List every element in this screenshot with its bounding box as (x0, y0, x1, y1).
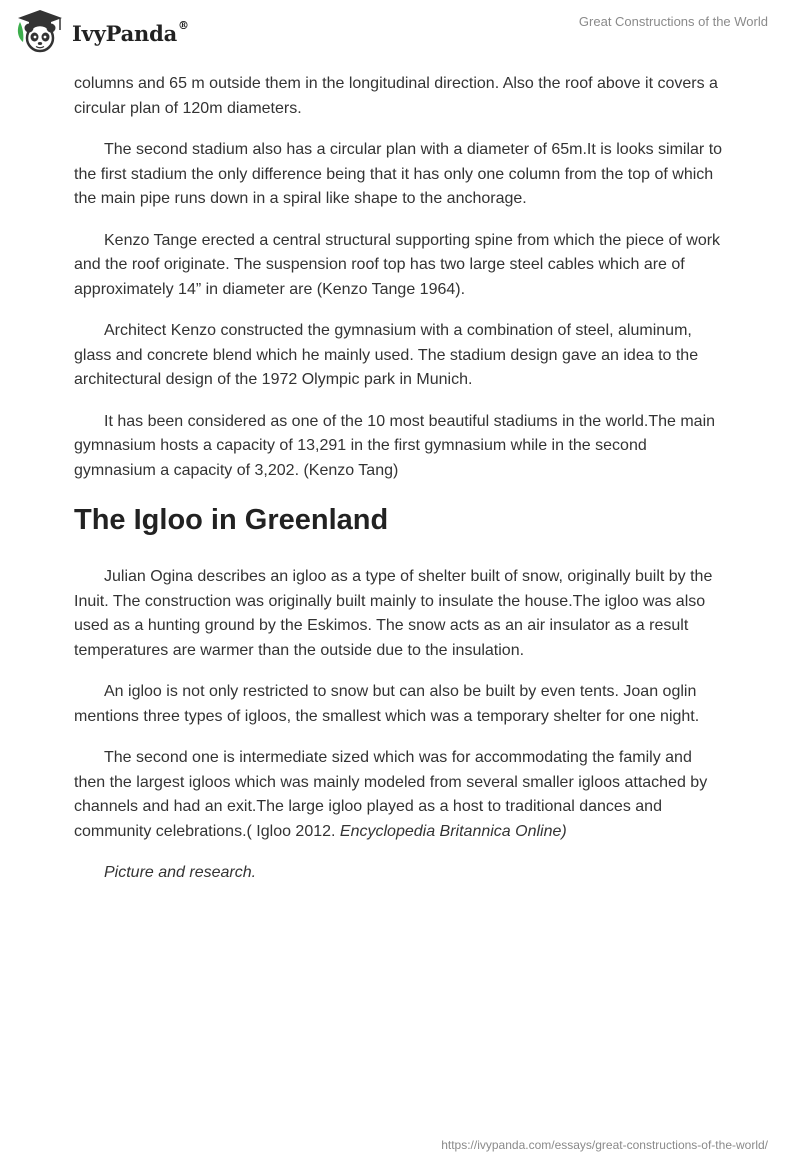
logo-wordmark (72, 18, 189, 46)
essay-content (74, 72, 726, 903)
section-heading: The Igloo in Greenland (74, 504, 389, 536)
paragraph: Architect Kenzo constructed the gymnasium with a combination of steel, aluminum, glass and concrete blend which he mainly used. The stadium design gave an idea to the architectural design of the 1972 Olympic park in Munich. (74, 322, 699, 388)
paragraph: It has been considered as one of the 10 most beautiful stadiums in the world.The main gymnasium hosts a capacity of 13,291 in the first gymnasium while in the second gymnasium a capacity of 3,202. (Kenzo Tang) (74, 412, 716, 479)
logo-text: IvyPanda (72, 20, 178, 46)
italic-note (74, 861, 726, 886)
paragraph: columns and 65 m outside them in the longitudinal direction. Also the roof above it covers a circular plan of 120m diameters. (74, 75, 718, 117)
panda-graduate-icon (14, 8, 66, 54)
italic-note-text: Picture and research. (104, 864, 257, 881)
citation-italic: Encyclopedia Britannica Online) (339, 822, 567, 840)
paragraph: The second stadium also has a circular plan with a diameter of 65m.It is looks similar to the first stadium the only difference being that it has only one column from the top of which the main pipe runs down in a spiral like shape to the anchorage. (74, 141, 723, 207)
ivypanda-logo[interactable] (14, 8, 189, 54)
page-title: Great Constructions of the World (578, 14, 768, 29)
paragraph-text: The second one is intermediate sized which was for accommodating the family and then the largest igloos which was mainly modeled from several smaller igloos attached by channels and had an exit.The large igloo played as a host to traditional dances and community celebrations.( Igloo 2012. (74, 749, 708, 840)
paragraph: An igloo is not only restricted to snow but can also be built by even tents. Joan oglin mentions three types of igloos, the smallest which was a temporary shelter for one night. (74, 683, 700, 725)
paragraph: Julian Ogina describes an igloo as a type of shelter built of snow, originally built by the Inuit. The construction was originally built mainly to insulate the house.The igloo was also used as a hunting ground by the Eskimos. The snow acts as an air insulator as a result temperatures are warmer than the outside due to the insulation. (74, 568, 713, 659)
paragraph-with-citation (74, 746, 726, 844)
paragraph: Kenzo Tange erected a central structural supporting spine from which the piece of work and the roof originate. The suspension roof top has two large steel cables which are of approximately 14” in diameter are (Kenzo Tange 1964). (74, 231, 721, 298)
page-header (0, 0, 800, 60)
registered-mark: ® (178, 18, 189, 32)
footer-url[interactable]: https://ivypanda.com/essays/great-constructions-of-the-world/ (441, 1138, 768, 1152)
